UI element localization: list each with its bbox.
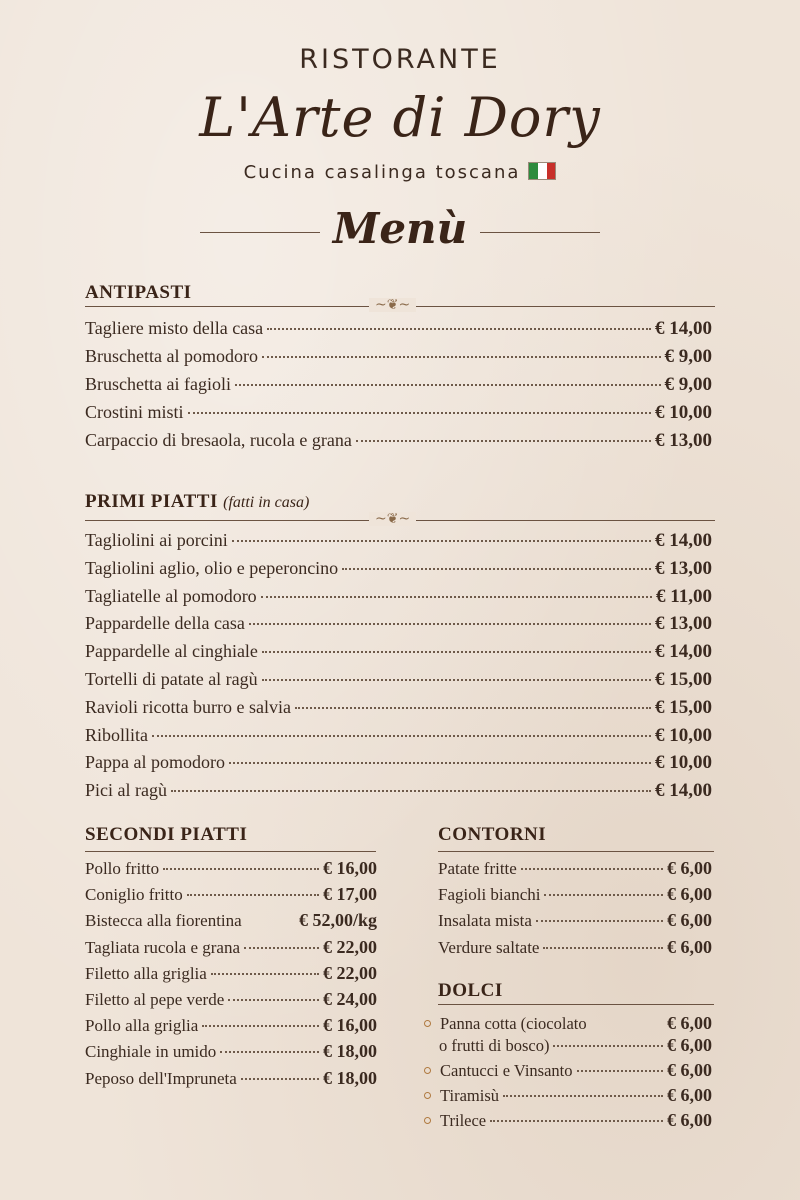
item-price: € 14,00 [655,641,712,663]
item-price: € 15,00 [655,668,712,690]
list-item [85,669,712,697]
list-item [85,910,377,936]
item-name: Pollo fritto [85,859,160,878]
item-price: € 10,00 [655,752,712,774]
item-price: € 6,00 [667,1085,712,1105]
list-item [85,641,712,669]
antipasti-list [85,318,712,458]
section-title-secondi: SECONDI PIATTI [85,824,248,845]
tagline: Cucina casalinga toscana [243,162,521,183]
item-price: € 52,00/kg [298,910,377,931]
contorni-list [438,858,712,963]
item-price: € 10,00 [655,724,712,746]
item-price: € 9,00 [664,346,712,367]
item-name: Verdure saltate [438,937,540,957]
item-name: Crostini misti [85,402,184,422]
secondi-list [85,858,377,1094]
item-price: € 6,00 [667,936,712,957]
list-item [85,780,712,808]
item-name: Ravioli ricotta burro e salvia [85,696,291,717]
primi-list [85,530,712,808]
item-name: Bruschetta al pomodoro [85,346,258,366]
item-name: Filetto alla griglia [85,963,207,983]
item-name: Pollo alla griglia [85,1016,199,1036]
item-price: € 16,00 [323,1015,377,1036]
list-item [85,725,712,753]
item-name: Carpaccio di bresaola, rucola e grana [85,430,352,450]
section-title-contorni: CONTORNI [438,824,547,845]
list-item [85,963,377,989]
list-item [85,752,712,780]
list-item [85,613,712,641]
italian-flag-icon [528,162,556,180]
primi-title: PRIMI PIATTI [85,491,218,512]
section-rule-contorni [438,851,714,852]
item-price: € 24,00 [323,988,377,1009]
ornament-icon: ~❦~ [369,298,416,312]
restaurant-name: L'Arte di Dory [199,86,601,149]
item-price: € 17,00 [323,884,377,905]
item-name: Pappa al pomodoro [85,752,225,773]
item-price: € 14,00 [655,780,712,802]
section-title-antipasti: ANTIPASTI [85,282,192,303]
item-name: Panna cotta (ciocolato [440,1014,587,1033]
list-item [438,884,712,910]
menu-title: Menù [332,204,468,253]
item-name: Bruschetta ai fagioli [85,374,231,394]
bullet-icon [424,1092,431,1099]
item-price: € 22,00 [323,936,377,957]
ornament-icon: ~❦~ [369,512,416,526]
item-price: € 22,00 [323,962,377,983]
item-price: € 14,00 [655,530,712,551]
section-title-primi [85,491,309,513]
item-name: Pici al ragù [85,780,167,801]
menu-title-block [0,204,800,260]
item-name: Cantucci e Vinsanto [440,1061,573,1080]
list-item [85,697,712,725]
list-item [424,1035,712,1060]
list-item [424,1085,712,1110]
list-item [424,1060,712,1085]
dolci-list [424,1013,712,1135]
list-item [85,558,712,586]
list-item [438,910,712,936]
item-price: € 6,00 [667,884,712,905]
item-price: € 13,00 [655,557,712,579]
list-item [424,1110,712,1135]
item-price: € 18,00 [323,1041,377,1062]
list-item [85,430,712,458]
item-name: Patate fritte [438,859,517,878]
item-name: Coniglio fritto [85,885,183,905]
title-rule-right [480,232,600,233]
item-price: € 13,00 [655,613,712,635]
section-rule-dolci [438,1004,714,1005]
item-name: Pappardelle al cinghiale [85,641,258,662]
item-name: Fagioli bianchi [438,885,541,905]
item-price: € 6,00 [667,1110,712,1130]
eyebrow-label: RISTORANTE [299,44,501,75]
item-price: € 6,00 [667,858,712,878]
item-name: Insalata mista [438,911,532,931]
item-price: € 13,00 [655,430,712,451]
item-price: € 10,00 [655,402,712,423]
list-item [85,346,712,374]
list-item [85,318,712,346]
list-item [85,586,712,614]
list-item [438,937,712,963]
list-item [85,937,377,963]
item-price: € 6,00 [667,910,712,931]
primi-note: (fatti in casa) [223,494,310,511]
item-name: Tiramisù [440,1086,499,1105]
item-name: Pappardelle della casa [85,613,245,634]
list-item [85,1015,377,1041]
list-item [438,858,712,884]
list-item [85,858,377,884]
item-price: € 6,00 [667,1035,712,1055]
dolci-rest-list [424,1060,712,1135]
item-price: € 16,00 [323,858,377,878]
item-name: Peposo dell'Impruneta [85,1068,237,1088]
item-price: € 6,00 [667,1060,712,1080]
bullet-icon [424,1067,431,1074]
item-price: € 11,00 [656,585,712,607]
section-title-dolci: DOLCI [438,980,503,1001]
bullet-icon [424,1020,431,1027]
tagline-row [0,162,800,183]
list-item [424,1013,712,1035]
item-name: Tagliata rucola e grana [85,937,241,957]
item-name: Tagliolini ai porcini [85,530,228,550]
item-name: Ribollita [85,724,148,745]
item-price: € 18,00 [323,1067,377,1088]
item-name: Trilece [440,1111,487,1130]
bullet-icon [424,1117,431,1124]
section-rule-secondi [85,851,376,852]
list-item [85,1041,377,1067]
item-price: € 15,00 [655,696,712,718]
list-item [85,374,712,402]
item-price: € 9,00 [664,374,712,395]
item-name: Tagliere misto della casa [85,318,264,338]
item-name: Tagliolini aglio, olio e peperoncino [85,557,339,578]
item-name: Tagliatelle al pomodoro [85,585,257,606]
list-item [85,402,712,430]
item-name: Bistecca alla fiorentina [85,911,242,931]
list-item [85,989,377,1015]
list-item [85,530,712,558]
item-name: o frutti di bosco) [439,1036,550,1055]
list-item [85,1068,377,1094]
item-price: € 14,00 [655,318,712,339]
item-price: € 6,00 [667,1013,712,1033]
item-name: Tortelli di patate al ragù [85,668,258,689]
item-name: Cinghiale in umido [85,1042,217,1062]
list-item [85,884,377,910]
item-name: Filetto al pepe verde [85,989,225,1009]
